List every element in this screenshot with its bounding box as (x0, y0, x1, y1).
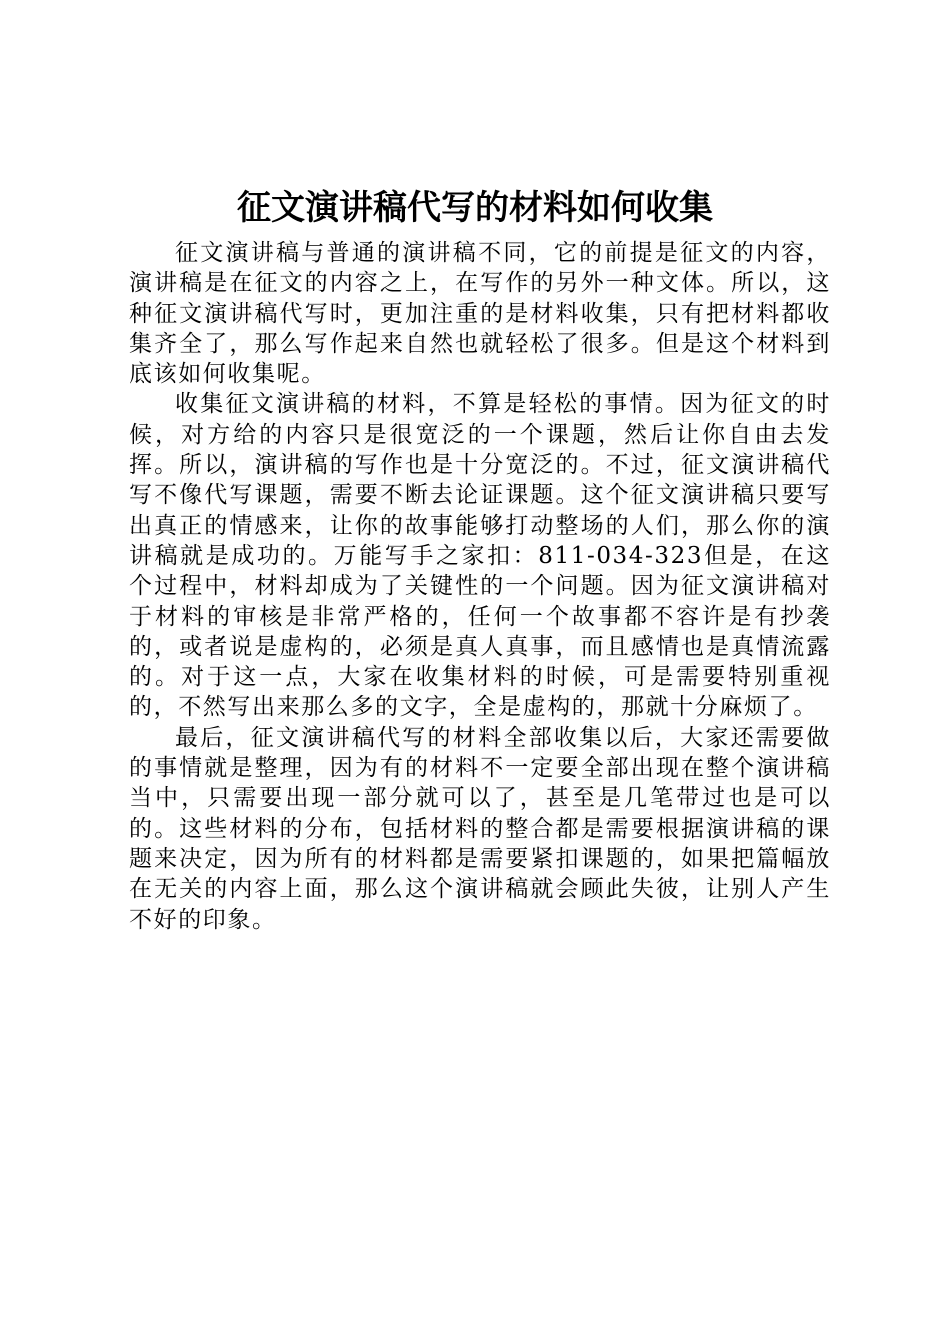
paragraph-3: 最后，征文演讲稿代写的材料全部收集以后，大家还需要做的事情就是整理，因为有的材料不一定要全部出现在整个演讲稿当中，只需要出现一部分就可以了，甚至是几笔带过也是可以的。这些材料的分布，包括材料的整合都是需要根据演讲稿的课题来决定，因为所有的材料都是需要紧扣课题的，如果把篇幅放在无关的内容上面，那么这个演讲稿就会顾此失彼，让别人产生不好的印象。 (129, 724, 831, 933)
paragraph-1: 征文演讲稿与普通的演讲稿不同，它的前提是征文的内容，演讲稿是在征文的内容之上，在写作的另外一种文体。所以，这种征文演讲稿代写时，更加注重的是材料收集，只有把材料都收集齐全了，那么写作起来自然也就轻松了很多。但是这个材料到底该如何收集呢。 (129, 240, 831, 388)
document-title: 征文演讲稿代写的材料如何收集 (237, 188, 713, 228)
document-body (129, 238, 831, 935)
paragraph-2: 收集征文演讲稿的材料，不算是轻松的事情。因为征文的时候，对方给的内容只是很宽泛的一个课题，然后让你自由去发挥。所以，演讲稿的写作也是十分宽泛的。不过，征文演讲稿代写不像代写课题，需要不断去论证课题。这个征文演讲稿只要写出真正的情感来，让你的故事能够打动整场的人们，那么你的演讲稿就是成功的。万能写手之家扣：811-034-323但是，在这个过程中，材料却成为了关键性的一个问题。因为征文演讲稿对于材料的审核是非常严格的，任何一个故事都不容许是有抄袭的，或者说是虚构的，必须是真人真事，而且感情也是真情流露的。对于这一点，大家在收集材料的时候，可是需要特别重视的，不然写出来那么多的文字，全是虚构的，那就十分麻烦了。 (129, 391, 831, 721)
